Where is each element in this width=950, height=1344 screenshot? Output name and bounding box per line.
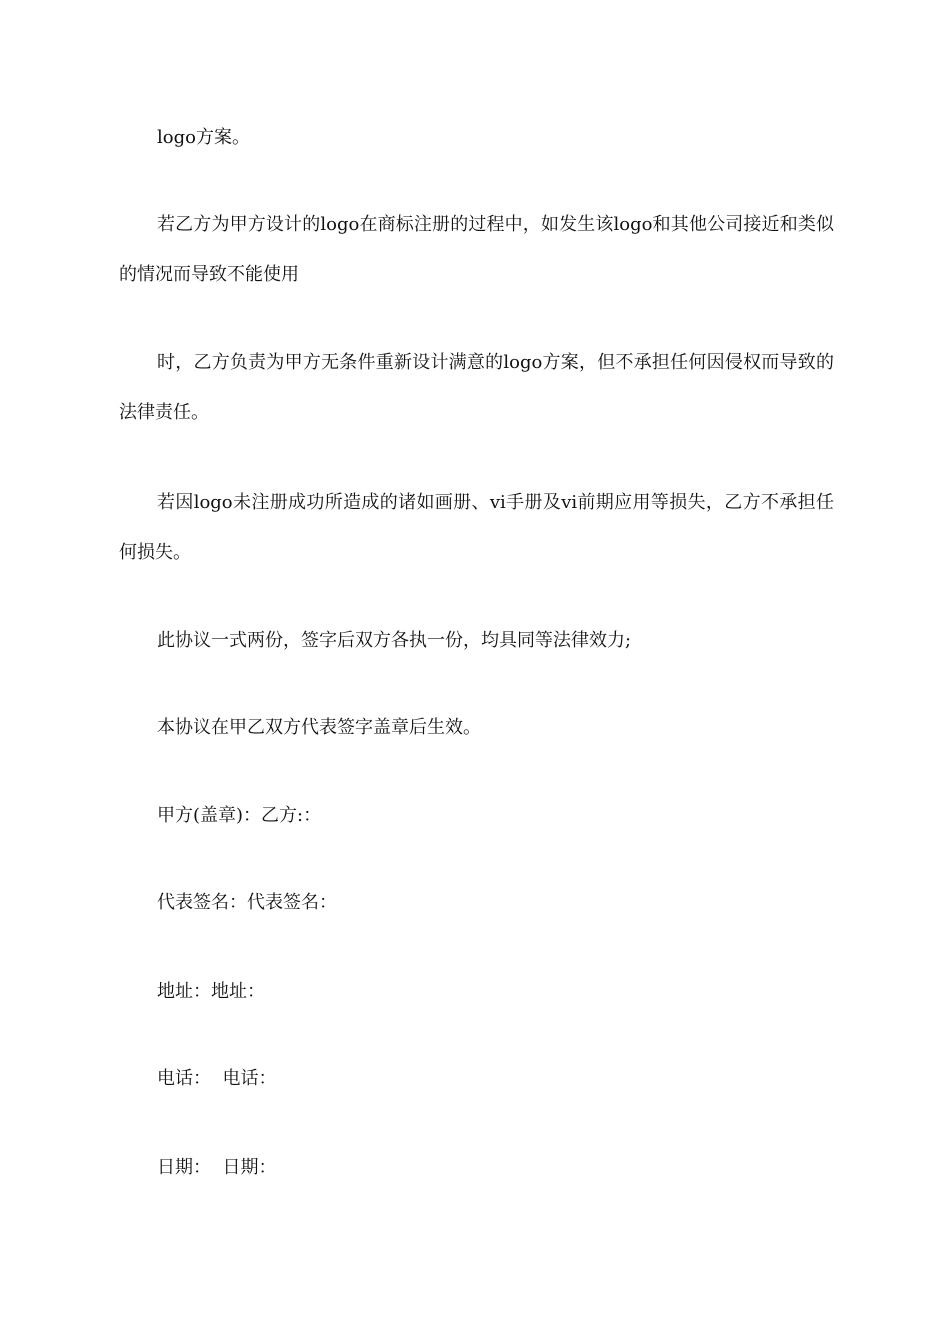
signature-line-representative: 代表签名：代表签名： — [157, 892, 337, 913]
signature-line-party-seal: 甲方(盖章)：乙方:： — [157, 805, 322, 826]
signature-line-phone: 电话： 电话： — [157, 1068, 277, 1089]
paragraph-effective-clause: 本协议在甲乙双方代表签字盖章后生效。 — [157, 717, 481, 738]
paragraph-copies-validity: 此协议一式两份，签字后双方各执一份，均具同等法律效力; — [157, 630, 632, 651]
signature-line-address: 地址：地址： — [157, 981, 265, 1002]
paragraph-registration-loss: 若因logo未注册成功所造成的诸如画册、vi手册及vi前期应用等损失，乙方不承担任何损失。 — [119, 492, 834, 563]
paragraph-logo-plan: logo方案。 — [157, 127, 250, 148]
paragraph-trademark-conflict: 若乙方为甲方设计的logo在商标注册的过程中，如发生该logo和其他公司接近和类似的情况而导致不能使用 — [119, 214, 834, 285]
signature-line-date: 日期： 日期： — [157, 1157, 277, 1178]
paragraph-redesign-responsibility: 时，乙方负责为甲方无条件重新设计满意的logo方案，但不承担任何因侵权而导致的法律责任。 — [119, 352, 834, 423]
